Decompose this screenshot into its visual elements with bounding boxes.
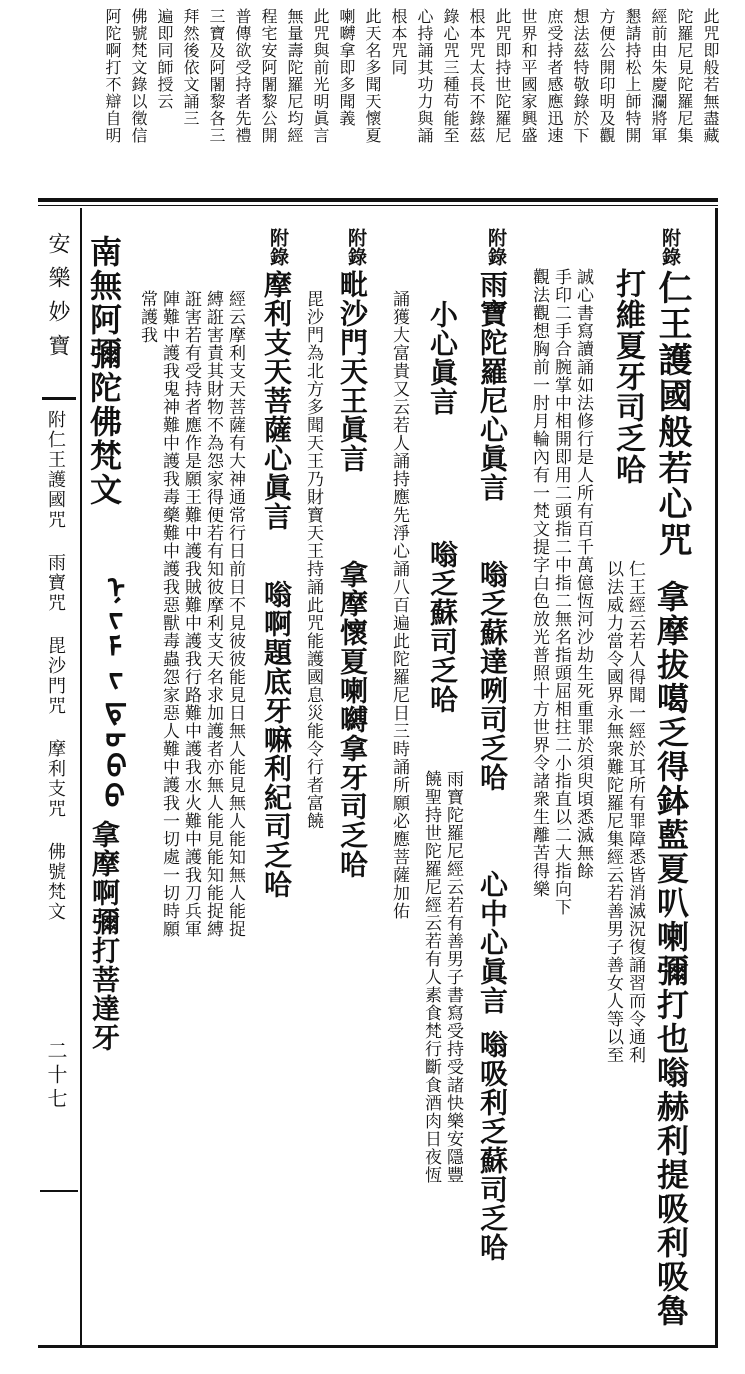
top-note-column: 此咒即般若無盡藏: [701, 8, 720, 144]
top-note-column: 普傳欲受持者先禮: [233, 8, 252, 144]
xiaoxin-title: 小心眞言: [426, 300, 459, 416]
top-divider: [38, 198, 718, 202]
top-note-column: 經前由朱慶瀾將軍: [649, 8, 668, 144]
top-note-column: 懇請持松上師特開: [623, 8, 642, 144]
top-divider-thin: [38, 205, 718, 206]
renwang-note-5: 觀法觀想胸前一肘月輪內有一梵文提字白色放光普照十方世界令諸衆生離苦得樂: [529, 268, 549, 898]
xinzhong-title: 心中心眞言: [476, 870, 509, 1015]
renwang-mantra: 拿摩拔噶乏得鉢藍夏叭喇彌打也嗡赫利提吸利吸魯: [652, 580, 690, 1328]
pishamen-note: 毘沙門為北方多聞天王乃財寶天王持誦此咒能護國息災能令行者富饒: [303, 290, 323, 830]
renwang-mantra-end: 打維夏牙司乏哈: [610, 268, 645, 485]
amitabha-mantra: 拿摩啊彌打菩達牙: [88, 820, 121, 1052]
top-note-column: 阿陀啊打不辯自明: [103, 8, 122, 144]
yubao-note-3: 誦獲大富貴又云若人誦持應先淨心誦八百遍此陀羅尼日三時誦所願必應菩薩加佑: [389, 290, 409, 920]
top-note-column: 此咒即持世陀羅尼: [493, 8, 512, 144]
strip-footer-box: [40, 1190, 78, 1352]
strip-divider: [42, 397, 76, 400]
appendix-tag-4: 附錄: [267, 228, 289, 266]
pishamen-mantra: 拿摩懷夏喇嚩拿牙司乏哈: [336, 560, 369, 879]
top-note-column: 此咒與前光明眞言: [311, 8, 330, 144]
top-note-column: 無量壽陀羅尼均經: [285, 8, 304, 144]
molizhi-mantra: 嗡啊題底牙嘛利紀司乏哈: [260, 580, 293, 899]
molizhi-note-4: 陣難中護我鬼神難中護我毒藥難中護我惡獸毒蟲怨家惡人難中護我一切處一切時願: [159, 290, 179, 938]
amitabha-title: 南無阿彌陀佛梵文: [85, 235, 123, 507]
margin-rule: [80, 208, 82, 1348]
page-number: 二十七: [44, 1040, 68, 1112]
yubao-title: 雨寶陀羅尼心眞言: [476, 270, 509, 502]
section-contents: 附仁王護國咒 雨寶咒 毘沙門咒 摩利支咒 佛號梵文: [45, 410, 66, 922]
top-notes-block: [78, 0, 718, 195]
renwang-note-3: 誠心書寫讀誦如法修行是人所有百千萬億恆河沙劫生死重罪於須臾頃悉滅無餘: [573, 268, 593, 880]
amitabha-sanskrit: ᠨᡳᠮᡳᡨᠣᠪᠣ: [90, 570, 125, 810]
top-note-column: 佛號梵文錄以徵信: [129, 8, 148, 144]
top-note-column: 根本咒太長不錄茲: [467, 8, 486, 144]
renwang-note-1: 仁王經云若人得聞一經於耳所有罪障悉皆消滅況復誦習而令通利: [625, 560, 645, 1064]
renwang-note-2: 以法威力當令國界永無衆難陀羅尼集經云若善男子善女人等以至: [603, 560, 623, 1064]
top-note-column: 程宅安阿闍黎公開: [259, 8, 278, 144]
top-note-column: 此天名多聞天懷夏: [363, 8, 382, 144]
top-note-column: 想法茲特敬錄於下: [571, 8, 590, 144]
yubao-mantra: 嗡乏蘇達咧司乏哈: [476, 560, 509, 792]
top-note-column: 世界和平國家興盛: [519, 8, 538, 144]
appendix-tag-3: 附錄: [345, 228, 367, 266]
top-note-column: 拜然後依文誦三: [181, 8, 200, 127]
molizhi-note-1: 經云摩利支天菩薩有大神通常行日前日不見彼彼能見日無人能見無人能知無人能捉: [225, 290, 245, 938]
top-note-column: 方便公開印明及觀: [597, 8, 616, 144]
renwang-title: 仁王護國般若心咒: [652, 270, 692, 558]
molizhi-title: 摩利支天菩薩心眞言: [260, 270, 293, 531]
yubao-note-1: 雨寶陀羅尼經云若有善男子書寫受持受諸快樂安隱豐: [443, 770, 463, 1184]
molizhi-note-2: 縛誑害責其財物不為怨家得便若有知彼摩利支天名求加護者亦無人能見能知能捉縛: [203, 290, 223, 938]
pishamen-title: 毗沙門天王眞言: [336, 270, 369, 473]
top-note-column: 遍即同師授云: [155, 8, 174, 110]
top-note-column: 喇嚩拿即多聞義: [337, 8, 356, 127]
top-note-column: 三寶及阿闍黎各三: [207, 8, 226, 144]
xinzhong-mantra: 嗡吸利乏蘇司乏哈: [476, 1030, 509, 1262]
book-title: 安樂妙寶: [45, 232, 70, 368]
top-note-column: 心持誦其功力與誦: [415, 8, 434, 144]
molizhi-note-5: 常護我: [137, 290, 157, 344]
renwang-note-4: 手印二手合腕掌中相開即用二頭指二中指二無名指頭屈相拄二小指直以二大指向下: [551, 268, 571, 916]
yubao-note-2: 饒聖持世陀羅尼經云若有人素食梵行斷食酒肉日夜恆: [421, 770, 441, 1184]
xiaoxin-mantra: 嗡乏蘇司乏哈: [426, 540, 459, 714]
top-note-column: 錄心咒三種苟能至: [441, 8, 460, 144]
appendix-tag-1: 附錄: [659, 228, 681, 266]
top-note-column: 根本咒同: [389, 8, 408, 76]
molizhi-note-3: 誑害若有受持者應作是願王難中護我賊難中護我行路難中護我水火難中護我刀兵軍: [181, 290, 201, 938]
top-note-column: 庶受持者感應迅速: [545, 8, 564, 144]
appendix-tag-2: 附錄: [485, 228, 507, 266]
top-note-column: 陀羅尼見陀羅尼集: [675, 8, 694, 144]
